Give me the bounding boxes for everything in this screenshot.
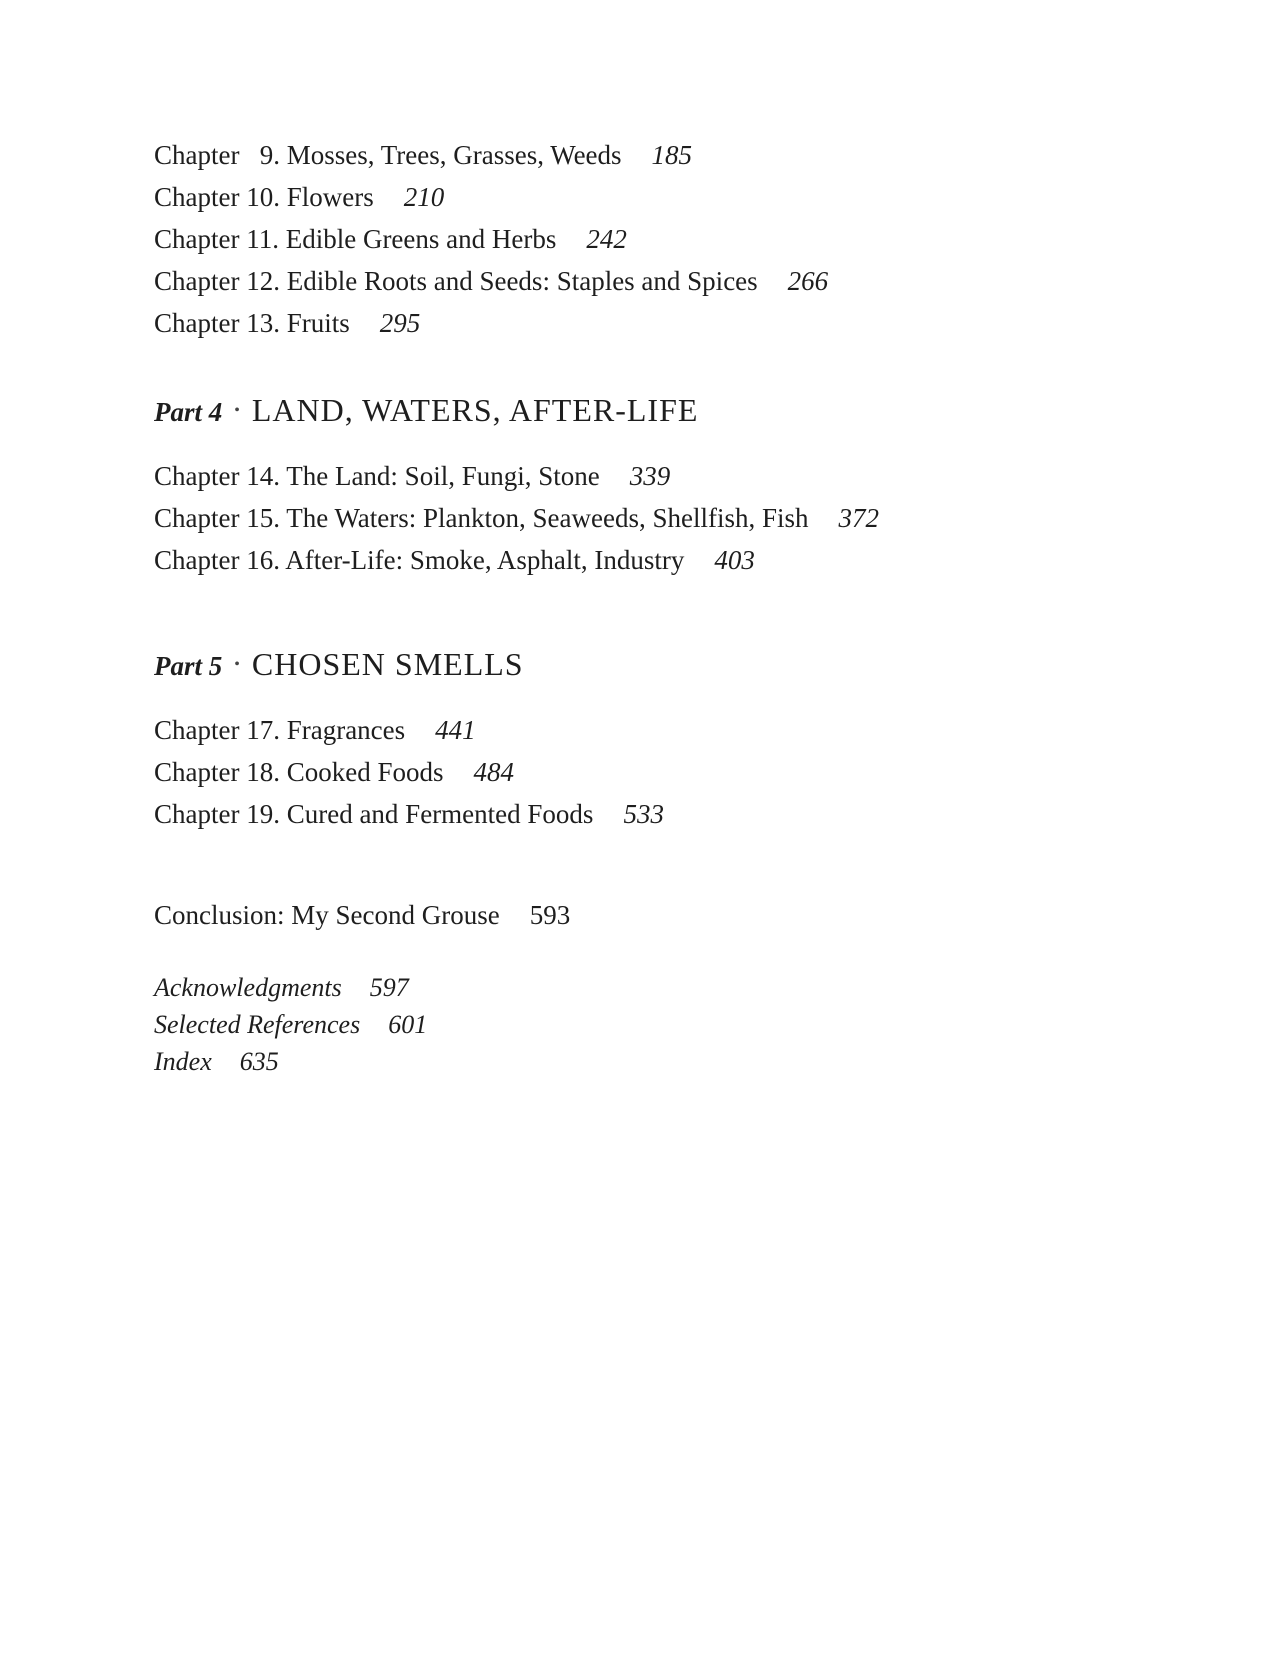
bullet-separator: • [234,402,240,419]
part-title: LAND, WATERS, AFTER-LIFE [251,392,699,428]
toc-entry-page: 210 [403,182,445,212]
toc-entry-page: 185 [651,140,693,170]
toc-entry-title: Chapter 13. Fruits [154,308,350,338]
toc-entry-title: Chapter 17. Fragrances [154,715,406,745]
toc-entry-title: Chapter 10. Flowers [154,182,374,212]
toc-entry-title: Chapter 11. Edible Greens and Herbs [154,224,557,254]
back-matter-title: Selected References [154,1010,361,1039]
toc-entry-page: 266 [787,266,829,296]
toc-entry-title: Chapter 14. The Land: Soil, Fungi, Stone [154,461,600,491]
toc-entry-title: Chapter 12. Edible Roots and Seeds: Staples and Spices [154,266,758,296]
toc-entry [154,497,879,539]
toc-entry-page: 295 [379,308,421,338]
toc-entry [154,539,879,581]
toc-entry [154,709,664,751]
back-matter-entry [154,1043,427,1080]
toc-entry-page: 339 [629,461,671,491]
bullet-separator: • [234,656,240,673]
part-heading [154,642,524,686]
toc-entry [154,176,828,218]
conclusion-title: Conclusion: My Second Grouse [154,900,500,930]
part-heading [154,388,698,432]
back-matter-title: Index [154,1047,212,1076]
back-matter-entry [154,1006,427,1043]
chapter-list-part-4 [154,455,879,581]
back-matter-list [154,969,427,1080]
toc-entry [154,793,664,835]
toc-entry-title: Chapter 15. The Waters: Plankton, Seaweeds, Shellfish, Fish [154,503,809,533]
toc-entry [154,302,828,344]
part-label: Part 4 [154,397,223,427]
part-title: CHOSEN SMELLS [251,646,524,682]
part-label: Part 5 [154,651,223,681]
back-matter-title: Acknowledgments [154,973,342,1002]
toc-entry-page: 484 [473,757,514,787]
toc-entry-title: Chapter 16. After-Life: Smoke, Asphalt, Industry [154,545,685,575]
toc-entry-title: Chapter 19. Cured and Fermented Foods [154,799,594,829]
toc-entry-page: 372 [838,503,879,533]
back-matter-entry [154,969,427,1006]
toc-entry [154,455,879,497]
toc-entry [154,751,664,793]
toc-entry-title: Chapter 18. Cooked Foods [154,757,444,787]
toc-entry-page: 242 [586,224,627,254]
toc-entry [154,260,828,302]
chapter-list-part-3 [154,134,828,344]
chapter-list-part-5 [154,709,664,835]
toc-entry-title: Chapter 9. Mosses, Trees, Grasses, Weeds [154,140,622,170]
back-matter-page: 635 [239,1047,279,1076]
toc-entry [154,218,828,260]
back-matter-page: 601 [388,1010,428,1039]
toc-entry-page: 533 [623,799,664,829]
conclusion-page: 593 [529,900,571,930]
toc-entry-page: 441 [435,715,476,745]
toc-entry-page: 403 [714,545,755,575]
conclusion-entry [154,894,570,936]
back-matter-page: 597 [369,973,409,1002]
toc-entry [154,134,828,176]
